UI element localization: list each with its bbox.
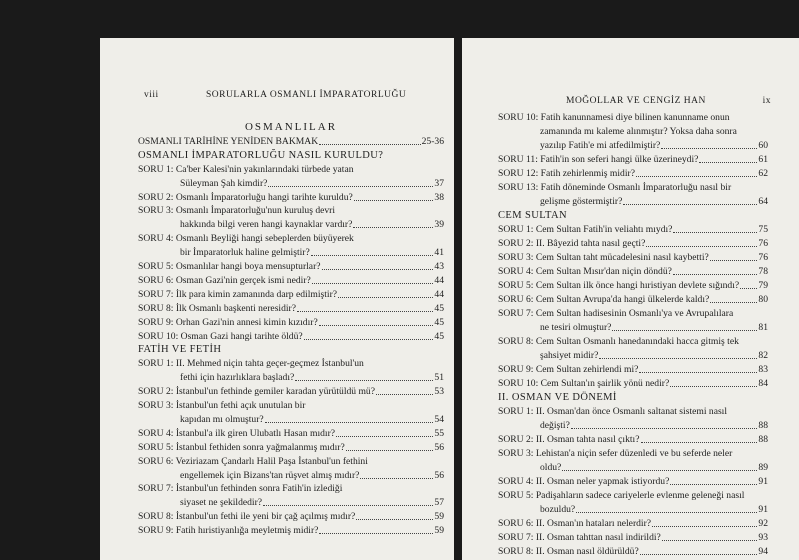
dot-leader [297,311,433,312]
toc-entry-text: SORU 9: Cem Sultan zehirlendi mi? [498,364,639,375]
toc-page-number: 82 [758,350,768,361]
section-heading [498,392,768,403]
toc-entry-text: Süleyman Şah kimdir? [180,177,268,189]
toc-entry-continuation [498,420,768,431]
toc-page-number: 64 [758,196,768,207]
toc-entry [138,386,444,397]
toc-entry-text: SORU 6: Osman Gazi'nin gerçek ismi nedir? [138,274,311,286]
toc-entry-text: SORU 2: İstanbul'un fethinde gemiler karadan yürütüldü mü? [138,386,375,398]
toc-entry-text: SORU 9: Fatih hıristiyanlığa meyletmiş midir? [138,525,319,537]
toc-entry-text: kapıdan mı olmuştur? [180,413,264,425]
dot-leader [636,176,757,177]
toc-entry-text: SORU 9: Orhan Gazi'nin annesi kimin kızıdır? [138,316,318,328]
toc-entry [498,266,768,277]
toc-entry-continuation [138,178,444,189]
toc-entry-continuation [498,140,768,151]
toc-entry [498,238,768,249]
dot-leader [662,540,758,541]
toc-entry [138,205,444,216]
dot-leader [641,442,758,443]
toc-entry-text: SORU 6: Veziriazam Çandarlı Halil Paşa İstanbul'un fethini [138,455,368,467]
toc-page-number: 56 [434,441,444,453]
toc-entry-text: siyaset ne şekildedir? [180,497,263,509]
dot-leader [353,227,433,228]
toc-entry-text: zamanında mı kaleme alınmıştır? Yoksa daha sonra [540,126,737,137]
toc-entry [138,233,444,244]
toc-entry-text: OSMANLILAR [244,121,338,133]
section-heading [498,210,768,221]
toc-entry [138,164,444,175]
toc-entry [138,483,444,494]
toc-page-number: 78 [758,266,768,277]
toc-entry [138,136,444,147]
toc-page-number: 88 [758,420,768,431]
toc-entry-text: SORU 8: II. Osman nasıl öldürüldü? [498,546,639,557]
toc-entry [498,532,768,543]
dot-leader [623,204,757,205]
toc-entry-text: SORU 1: II. Osman'dan önce Osmanlı saltanat sistemi nasıl [498,406,728,417]
toc-entry-text: II. OSMAN VE DÖNEMİ [498,392,617,403]
dot-leader [356,519,433,520]
dot-leader [312,283,434,284]
toc-entry-text: ne tesiri olmuştur? [540,322,612,333]
toc-page-number: 45 [434,302,444,314]
dot-leader [639,372,757,373]
toc-page-number: 61 [758,154,768,165]
dot-leader [670,484,757,485]
toc-page-number: 80 [758,294,768,305]
toc-entry-text: SORU 7: İstanbul'un fethinden sonra Fatih'in izlediği [138,483,343,495]
dot-leader [640,554,758,555]
dot-leader [673,232,757,233]
toc-entry [138,442,444,453]
toc-entry-text: SORU 3: Osmanlı İmparatorluğu'nun kuruluş devri [138,205,336,217]
toc-entry [138,192,444,203]
dot-leader [295,380,433,381]
toc-entry [138,400,444,411]
toc-entry-text: engellemek için Bizans'tan rüşvet almış mıdır? [180,469,360,481]
section-heading [138,150,444,161]
toc-entry-continuation [498,322,768,333]
toc-entry-text: bozuldu? [540,504,576,515]
toc-entry-text: SORU 6: II. Osman'ın hataları nelerdir? [498,518,652,529]
dot-leader [360,478,433,479]
toc-entry [498,448,768,459]
toc-entry-text: FATİH VE FETİH [138,344,222,356]
toc-entry-text: SORU 1: Ca'ber Kalesi'nin yakınlarındaki türbede yatan [138,163,354,175]
toc-page-number: 76 [758,252,768,263]
dot-leader [710,260,758,261]
toc-entry-text: OSMANLI TARİHİNE YENİDEN BAKMAK [138,135,319,147]
toc-entry-text: SORU 7: II. Osman tahttan nasıl indirildi? [498,532,661,543]
toc-page-number: 62 [758,168,768,179]
dot-leader [304,339,434,340]
toc-entry-continuation [138,414,444,425]
toc-page-number: 84 [758,378,768,389]
toc-entry-text: SORU 10: Osman Gazi hangi tarihte öldü? [138,330,303,342]
toc-entry-continuation [498,462,768,473]
dot-leader [661,148,757,149]
left-running-header: SORULARLA OSMANLI İMPARATORLUĞU [206,90,407,100]
toc-entry-text: SORU 2: II. Bâyezid tahta nasıl geçti? [498,238,646,249]
toc-page-number: 59 [434,511,444,523]
right-page [462,38,799,560]
toc-entry [498,252,768,263]
toc-page-number: 53 [434,386,444,398]
toc-page-number: 75 [758,224,768,235]
toc-entry-continuation [138,497,444,508]
toc-entry [498,182,768,193]
dot-leader [268,186,433,187]
toc-entry-text: fethi için hazırlıklara başladı? [180,372,295,384]
toc-entry [498,434,768,445]
toc-entry [498,476,768,487]
toc-entry-text: şahsiyet midir? [540,350,599,361]
toc-page-number: 91 [758,476,768,487]
dot-leader [336,436,433,437]
toc-page-number: 54 [434,413,444,425]
toc-entry-text: SORU 11: Fatih'in son seferi hangi ülke üzerineydi? [498,154,699,165]
toc-entry-text: SORU 10: Fatih kanunnamesi diye bilinen kanunname onun [498,112,730,123]
left-page-number: viii [144,90,159,100]
toc-entry-text: SORU 8: Cem Sultan Osmanlı hanedanındaki hacca gitmiş tek [498,336,739,347]
toc-entry-text: SORU 12: Fatih zehirlenmiş midir? [498,168,635,179]
toc-entry-text: SORU 4: İstanbul'a ilk giren Ulubatlı Hasan mıdır? [138,427,336,439]
dot-leader [263,505,433,506]
dot-leader [670,386,757,387]
toc-entry-text: CEM SULTAN [498,210,567,221]
dot-leader [354,200,434,201]
toc-entry-text: gelişme göstermiştir? [540,196,623,207]
toc-entry-text: SORU 1: Cem Sultan Fatih'in veliahtı mıydı? [498,224,673,235]
dot-leader [699,162,757,163]
toc-entry-continuation [498,196,768,207]
dot-leader [571,428,758,429]
section-title [138,122,444,133]
toc-page-number: 45 [434,330,444,342]
toc-entry [138,525,444,536]
toc-entry [498,406,768,417]
dot-leader [599,358,757,359]
toc-page-number: 43 [434,261,444,272]
toc-page-number: 51 [434,372,444,384]
toc-entry [498,336,768,347]
toc-page-number: 57 [434,497,444,509]
toc-page-number: 59 [434,525,444,537]
toc-entry [138,331,444,342]
toc-entry-continuation [138,470,444,481]
toc-entry-text: bir İmparatorluk haline gelmiştir? [180,247,310,259]
toc-entry [138,275,444,286]
dot-leader [576,512,757,513]
toc-entry-text: yazılıp Fatih'e mi atfedilmiştir? [540,140,661,151]
toc-entry [138,511,444,522]
toc-page-number: 25-36 [421,135,444,147]
toc-entry-text: SORU 6: Cem Sultan Avrupa'da hangi ülkelerde kaldı? [498,294,710,305]
toc-entry [138,289,444,300]
section-heading [138,344,444,355]
toc-page-number: 41 [434,247,444,259]
toc-entry [498,518,768,529]
toc-entry-text: SORU 5: Osmanlılar hangi boya mensupturlar? [138,261,321,272]
toc-page-number: 39 [434,219,444,231]
toc-page-number: 89 [758,462,768,473]
toc-entry-text: SORU 3: İstanbul'un fethi açık unutulan bir [138,400,306,411]
toc-entry-text: SORU 2: II. Osman tahta nasıl çıktı? [498,434,640,445]
toc-entry-text: SORU 4: Osmanlı Beyliği hangi sebeplerden büyüyerek [138,233,354,245]
toc-entry-text: SORU 7: Cem Sultan hadisesinin Osmanlı'ya ve Avrupalılara [498,308,734,319]
dot-leader [740,288,757,289]
toc-entry-text: SORU 4: II. Osman neler yapmak istiyordu? [498,476,670,487]
toc-entry [498,168,768,179]
toc-entry [498,280,768,291]
toc-entry-text: oldu? [540,462,562,473]
toc-page-number: 93 [758,532,768,543]
dot-leader [322,269,434,270]
toc-entry [498,224,768,235]
toc-page-number: 92 [758,518,768,529]
toc-entry [498,378,768,389]
toc-entry-text: SORU 2: Osmanlı İmparatorluğu hangi tarihte kuruldu? [138,191,353,203]
toc-entry-text: SORU 4: Cem Sultan Mısır'dan niçin döndü? [498,266,672,277]
toc-entry [498,364,768,375]
toc-page-number: 81 [758,322,768,333]
toc-entry-text: SORU 7: İlk para kimin zamanında darp edilmiştir? [138,288,338,300]
toc-entry-continuation [138,247,444,258]
toc-entry-text: SORU 5: İstanbul fethiden sonra yağmalanmış mıdır? [138,441,345,453]
dot-leader [376,394,433,395]
dot-leader [710,302,757,303]
toc-entry-text: SORU 1: II. Mehmed niçin tahta geçer-geçmez İstanbul'un [138,358,364,370]
toc-entry [138,358,444,369]
toc-page-number: 38 [434,191,444,203]
toc-entry [138,303,444,314]
toc-entry [498,294,768,305]
toc-entry-continuation [498,126,768,137]
toc-entry-continuation [138,219,444,230]
toc-entry-text: OSMANLI İMPARATORLUĞU NASIL KURULDU? [138,149,384,161]
dot-leader [311,255,434,256]
dot-leader [673,274,758,275]
toc-entry-text: hakkında bilgi veren hangi kaynaklar vardır? [180,219,353,231]
toc-page-number: 88 [758,434,768,445]
dot-leader [346,450,434,451]
toc-page-number: 76 [758,238,768,249]
toc-page-number: 83 [758,364,768,375]
dot-leader [612,330,757,331]
toc-entry [498,308,768,319]
toc-page-number: 91 [758,504,768,515]
toc-entry-continuation [498,350,768,361]
toc-entry [498,546,768,557]
toc-entry-continuation [498,504,768,515]
dot-leader [652,526,757,527]
right-running-header: MOĞOLLAR VE CENGİZ HAN [566,96,706,106]
right-page-number: ix [762,96,771,106]
dot-leader [646,246,757,247]
toc-entry-continuation [138,372,444,383]
toc-entry [138,261,444,272]
dot-leader [265,422,434,423]
toc-entry-text: SORU 5: Cem Sultan ilk önce hangi hıristiyan devlete sığındı? [498,280,740,291]
toc-page-number: 79 [758,280,768,291]
toc-entry-text: SORU 13: Fatih döneminde Osmanlı İmparatorluğu nasıl bir [498,182,732,193]
dot-leader [319,533,433,534]
toc-page-number: 37 [434,177,444,189]
toc-entry-text: değişti? [540,420,570,431]
toc-entry-text: SORU 8: İstanbul'un fethi ile yeni bir çağ açılmış mıdır? [138,511,356,523]
toc-page-number: 55 [434,427,444,439]
toc-entry-text: SORU 3: Cem Sultan taht mücadelesini nasıl kaybetti? [498,252,709,263]
toc-entry-text: SORU 10: Cem Sultan'ın şairlik yönü nedir? [498,378,670,389]
dot-leader [319,144,420,145]
dot-leader [562,470,757,471]
toc-page-number: 44 [434,274,444,286]
toc-page-number: 44 [434,288,444,300]
toc-entry [498,490,768,501]
toc-entry-text: SORU 8: İlk Osmanlı başkenti neresidir? [138,302,297,314]
toc-entry-text: SORU 3: Lehistan'a niçin sefer düzenledi ve bu seferde neler [498,448,733,459]
toc-entry [138,428,444,439]
left-page [100,38,454,560]
toc-entry [498,154,768,165]
toc-entry [138,317,444,328]
toc-entry [498,112,768,123]
dot-leader [319,325,434,326]
toc-page-number: 60 [758,140,768,151]
dot-leader [338,297,433,298]
toc-page-number: 45 [434,316,444,328]
toc-page-number: 94 [758,546,768,557]
toc-entry-text: SORU 5: Padişahların sadece cariyelerle evlenme geleneği nasıl [498,490,745,501]
toc-page-number: 56 [434,469,444,481]
toc-entry [138,456,444,467]
